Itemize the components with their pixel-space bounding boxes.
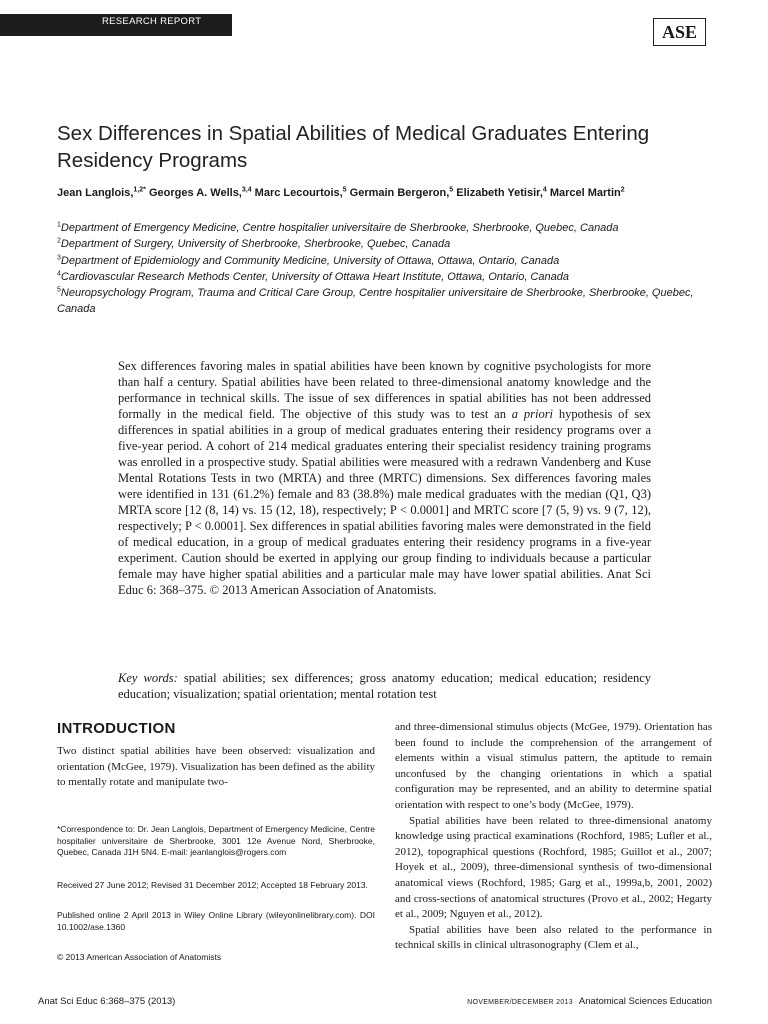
author-affiliation-mark: 5 (449, 186, 454, 194)
affiliation-mark: 2 (57, 237, 61, 245)
affiliation (57, 253, 717, 269)
affiliation-text: Department of Emergency Medicine, Centre hospitalier universitaire de Sherbrooke, Sherbrooke, Quebec, Canada (60, 222, 619, 234)
author: Germain Bergeron, (346, 187, 450, 199)
affiliation-list (57, 220, 717, 318)
affiliation-mark: 4 (57, 270, 61, 278)
author: Georges A. Wells, (145, 187, 242, 199)
keywords-text: spatial abilities; sex differences; gross anatomy education; medical education; residency education; visualization; spatial orientation; mental rotation test (118, 671, 651, 701)
copyright-note: © 2013 American Association of Anatomists (57, 952, 222, 962)
author: Marc Lecourtois, (251, 187, 343, 199)
affiliation-text: Department of Epidemiology and Community Medicine, University of Ottawa, Ottawa, Ontario, Canada (60, 254, 560, 267)
footer-issue: NOVEMBER/DECEMBER 2013 (467, 999, 573, 1006)
section-heading: INTRODUCTION (57, 720, 176, 737)
affiliation (57, 285, 717, 318)
author: Marcel Martin (546, 187, 621, 199)
abstract (118, 358, 651, 598)
abstract-text: Sex differences favoring males in spatial abilities have been known by cognitive psychologists for more than half a century. Spatial abilities have been related to three-dimensional anatomy knowledge and the performance in technical skills. The issue of sex differences in spatial abilities has not been addressed formally in the medical field. The objective of this study was to test an (118, 359, 651, 421)
intro-right-column (395, 720, 712, 954)
author: Jean Langlois, (57, 187, 134, 199)
publication-info: Published online 2 April 2013 in Wiley Online Library (wileyonlinelibrary.com). DOI 10.1002/ase.1360 (57, 910, 375, 932)
affiliation (57, 220, 717, 236)
abstract-text: hypothesis of sex differences in spatial abilities in a group of medical graduates entering their residency programs over a five-year period. A cohort of 214 medical graduates entering their specialist residency training programs was enrolled in a prospective study. Spatial abilities were measured with a redrawn Vandenberg and Kuse Mental Rotations Tests in two (MRTA) and three (MRTC) dimensions. Sex differences favoring males were identified in 131 (61.2%) female and 83 (38.8%) male medical graduates with the median (Q1, Q3) MRTA score [12 (8, 14) vs. 15 (12, 18), respectively; P < 0.0001] and MRTC score [7 (5, 9) vs. 9 (7, 12), respectively; P < 0.0001]. Sex differences in spatial abilities favoring males were demonstrated in the field of medical education, in a group of medical graduates entering their residency programs in a five-year experiment. Caution should be exerted in applying our group finding to individuals because a particular female may have higher spatial abilities and a particular male may have lower spatial abilities. Anat Sci Educ 6: 368–375. © 2013 American Association of Anatomists. (118, 407, 651, 597)
author-affiliation-mark: 3,4 (241, 186, 252, 194)
affiliation-mark: 5 (57, 286, 61, 294)
footer-journal (467, 996, 712, 1007)
author: Elizabeth Yetisir, (453, 187, 543, 199)
author-affiliation-mark: 5 (342, 186, 347, 194)
keywords-label: Key words: (118, 671, 178, 685)
section-label: RESEARCH REPORT (102, 16, 202, 27)
journal-logo: ASE (653, 18, 706, 46)
author-affiliation-mark: 2 (620, 186, 625, 194)
author-affiliation-mark: 4 (542, 186, 547, 194)
author-list (57, 185, 697, 201)
body-paragraph: and three-dimensional stimulus objects (McGee, 1979). Orientation has been found to include the comprehension of the arrangement of elements within a visual stimulus pattern, the aptitude to remain unconfused by the changing orientations in which a spatial configuration may be represented, and an ability to determine spatial orientation with respect to one’s body (McGee, 1979). (395, 721, 712, 811)
footer-citation: Anat Sci Educ 6:368–375 (2013) (38, 996, 176, 1007)
affiliation-text: Neuropsychology Program, Trauma and Critical Care Group, Centre hospitalier universitaire de Sherbrooke, Sherbrooke, Quebec, Canada (57, 287, 694, 316)
intro-paragraph: Two distinct spatial abilities have been observed: visualization and orientation (McGee, 1979). Visualization has been defined as the ability to mentally rotate and manipulate two- (57, 745, 375, 789)
body-paragraph: Spatial abilities have been also related to the performance in technical skills in clinical ultrasonography (Clem et al., (395, 923, 712, 952)
affiliation (57, 269, 717, 285)
correspondence-note: *Correspondence to: Dr. Jean Langlois, Department of Emergency Medicine, Centre hospitalier universitaire de Sherbrooke, 3001 12e Avenue Nord, Sherbrooke, Quebec, Canada J1H 5N4. E-mail: jeanlanglois@rogers.com (57, 824, 375, 857)
author-affiliation-mark: 1,2* (133, 186, 146, 194)
affiliation-text: Department of Surgery, University of Sherbrooke, Sherbrooke, Quebec, Canada (60, 238, 451, 251)
affiliation-text: Cardiovascular Research Methods Center, University of Ottawa Heart Institute, Ottawa, Ontario, Canada (60, 270, 569, 283)
affiliation (57, 236, 717, 252)
article-title: Sex Differences in Spatial Abilities of Medical Graduates Entering Residency Programs (57, 122, 650, 172)
affiliation-mark: 1 (57, 221, 61, 229)
received-dates: Received 27 June 2012; Revised 31 December 2012; Accepted 18 February 2013. (57, 880, 368, 890)
body-paragraph: Spatial abilities have been related to three-dimensional anatomy knowledge using practical examinations (Rochford, 1985; Lufler et al., 2012), topographical questions (Rochford, 1985; Guillot et al., 2007; Hoyek et al., 2009), three-dimensional synthesis of two-dimensional anatomical views (Rochford, 1985; Garg et al., 1999a,b, 2001, 2002) and cross-sections of anatomical structures (Provo et al., 2002; Hegarty et al., 2009; Nguyen et al., 2012). (395, 814, 712, 921)
keywords (118, 670, 651, 702)
affiliation-mark: 3 (57, 253, 61, 261)
footer-journal-name: Anatomical Sciences Education (578, 996, 712, 1007)
abstract-italic: a priori (511, 407, 554, 421)
